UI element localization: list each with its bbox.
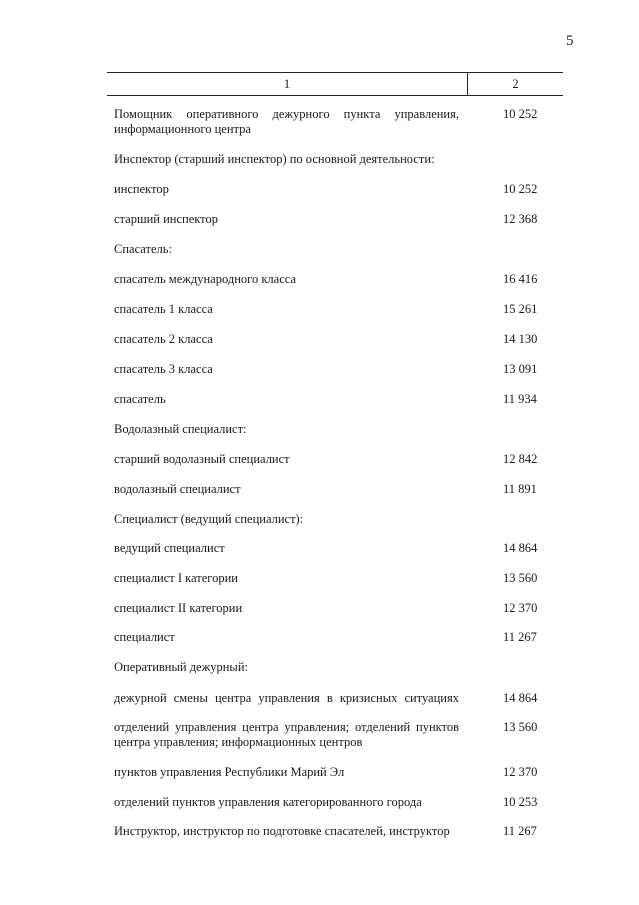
table-header [107, 72, 563, 96]
row-label: отделений пунктов управления категорированного города [114, 795, 422, 809]
row-label: спасатель [114, 392, 166, 406]
row-value: 11 891 [503, 482, 537, 496]
row-value: 12 370 [503, 601, 538, 615]
row-label: Инспектор (старший инспектор) по основной деятельности: [114, 152, 435, 166]
row-label: Спасатель: [114, 242, 172, 256]
row-label: специалист [114, 630, 175, 644]
row-label: старший водолазный специалист [114, 452, 290, 466]
row-value: 11 267 [503, 824, 537, 838]
row-label: Инструктор, инструктор по подготовке спасателей, инструктор [114, 824, 450, 838]
column-header-1: 1 [107, 73, 468, 95]
row-label: спасатель 3 класса [114, 362, 213, 376]
row-value: 16 416 [503, 272, 538, 286]
row-value: 10 253 [503, 795, 538, 809]
row-value: 14 130 [503, 332, 538, 346]
row-value: 11 267 [503, 630, 537, 644]
row-label: старший инспектор [114, 212, 218, 226]
row-value: 12 842 [503, 452, 538, 466]
row-label: отделений управления центра управления; отделений пунктов центра управления; информационных центров [114, 720, 459, 749]
row-label: дежурной смены центра управления в кризисных ситуациях [114, 691, 459, 705]
row-value: 11 934 [503, 392, 537, 406]
column-header-2: 2 [512, 77, 519, 91]
row-label: специалист II категории [114, 601, 243, 615]
row-value: 10 252 [503, 107, 538, 121]
row-label: Помощник оперативного дежурного пункта управления, информационного центра [114, 107, 459, 136]
row-value: 14 864 [503, 691, 538, 705]
row-value: 14 864 [503, 541, 538, 555]
row-value: 15 261 [503, 302, 538, 316]
row-label: пунктов управления Республики Марий Эл [114, 765, 345, 779]
row-label: водолазный специалист [114, 482, 241, 496]
row-label: специалист I категории [114, 571, 238, 585]
row-label: Оперативный дежурный: [114, 660, 248, 674]
page-number: 5 [566, 33, 574, 49]
row-value: 13 560 [503, 720, 538, 734]
row-value: 13 560 [503, 571, 538, 585]
row-value: 10 252 [503, 182, 538, 196]
row-value: 12 370 [503, 765, 538, 779]
row-value: 12 368 [503, 212, 538, 226]
row-label: ведущий специалист [114, 541, 225, 555]
row-label: Специалист (ведущий специалист): [114, 512, 304, 526]
row-label: Водолазный специалист: [114, 422, 247, 436]
row-label: спасатель международного класса [114, 272, 297, 286]
row-label: инспектор [114, 182, 169, 196]
row-value: 13 091 [503, 362, 538, 376]
row-label: спасатель 2 класса [114, 332, 213, 346]
row-label: спасатель 1 класса [114, 302, 213, 316]
